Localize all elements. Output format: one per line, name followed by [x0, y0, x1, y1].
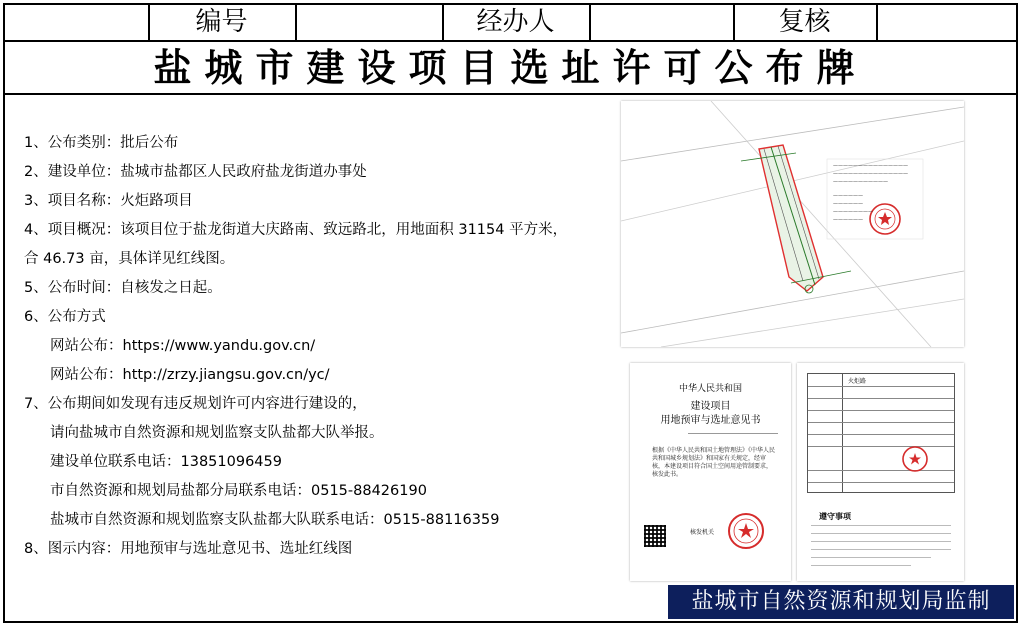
item-method: 6、公布方式 [24, 309, 106, 325]
certificate-body: 根据《中华人民共和国土地管理法》《中华人民共和国城乡规划法》和国家有关规定，经审核，本建设项目符合国土空间用途管制要求，核发此书。 [652, 447, 776, 478]
website-link[interactable]: https://www.yandu.gov.cn/ [122, 338, 316, 354]
certificate-form [797, 363, 964, 581]
item-website-2: 网站公布：http://zrzy.jiangsu.gov.cn/yc/ [50, 367, 330, 383]
item-project-name: 3、项目名称：火炬路项目 [24, 193, 193, 209]
website-link[interactable]: http://zrzy.jiangsu.gov.cn/yc/ [122, 367, 330, 383]
form-table [807, 373, 955, 493]
board-title: 盐城市建设项目选址许可公布牌 [5, 42, 1016, 95]
qr-code-icon [644, 525, 666, 547]
form-project-value: 火炬路 [848, 378, 867, 385]
redline-map: ——————————————— ——————————————— ——————————— —————— —————— ———————— —————— [621, 101, 964, 347]
footer-banner: 盐城市自然资源和规划局监制 [668, 585, 1014, 619]
form-stamp-icon [900, 444, 930, 474]
item-figures: 8、图示内容：用地预审与选址意见书、选址红线图 [24, 541, 353, 557]
certificate-country: 中华人民共和国 [678, 384, 742, 394]
header-row [5, 5, 1016, 42]
certificate-cover [630, 363, 791, 581]
item-phone-bureau: 市自然资源和规划局盐都分局联系电话：0515-88426190 [50, 483, 427, 499]
redline-map-drawing [621, 101, 964, 347]
item-report-cont: 请向盐城市自然资源和规划监察支队盐都大队举报。 [50, 425, 384, 441]
item-unit: 2、建设单位：盐城市盐都区人民政府盐龙街道办事处 [24, 164, 367, 180]
item-overview: 4、项目概况：该项目位于盐龙街道大庆路南、致远路北，用地面积 31154 平方米， [24, 222, 568, 238]
item-phone-inspection: 盐城市自然资源和规划监察支队盐都大队联系电话：0515-88116359 [50, 512, 500, 528]
item-website-1: 网站公布：https://www.yandu.gov.cn/ [50, 338, 316, 354]
certificate-stamp-icon [726, 511, 766, 551]
header-cell-number: 编号 [195, 7, 248, 37]
notice-board [3, 3, 1018, 623]
certificate-issuer: 核发机关 [690, 529, 715, 536]
item-category: 1、公布类别：批后公布 [24, 135, 179, 151]
certificate-title-1: 建设项目 [690, 401, 731, 412]
certificate-title-2: 用地预审与选址意见书 [660, 415, 761, 426]
item-report: 7、公布期间如发现有违反规划许可内容进行建设的， [24, 396, 367, 412]
form-notice-title: 遵守事项 [819, 512, 851, 521]
header-cell-handler: 经办人 [476, 7, 555, 37]
item-overview-cont: 合 46.73 亩，具体详见红线图。 [24, 251, 235, 267]
header-cell-reviewer: 复核 [778, 7, 831, 37]
content-area [5, 95, 1016, 621]
item-phone-unit: 建设单位联系电话：13851096459 [50, 454, 282, 470]
item-time: 5、公布时间：自核发之日起。 [24, 280, 222, 296]
